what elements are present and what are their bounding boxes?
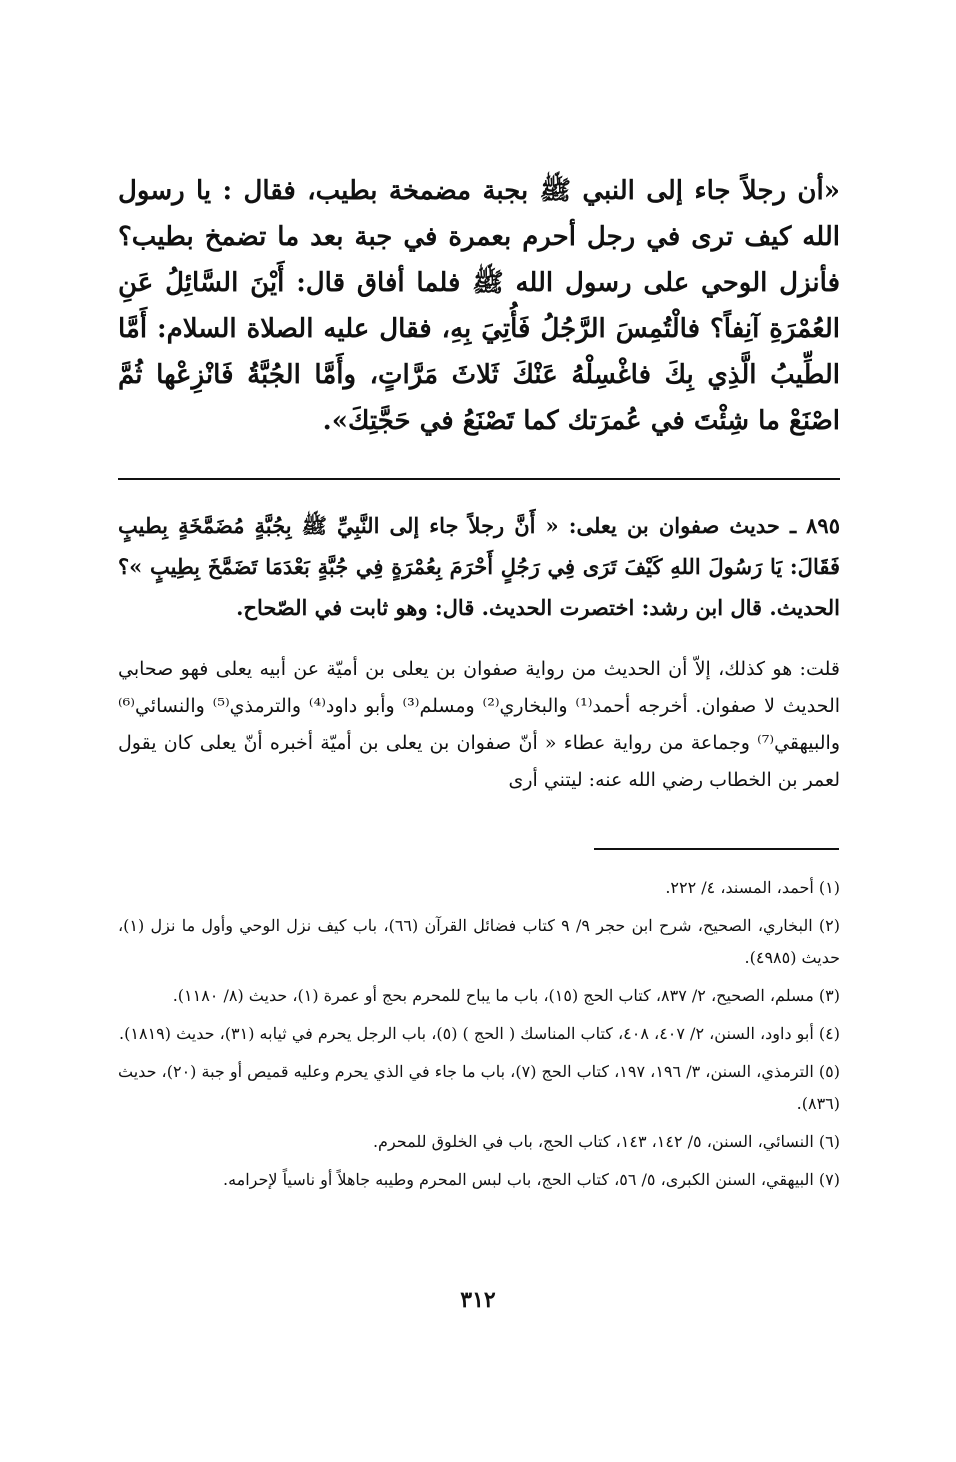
footnote-item: (٦) النسائي، السنن، ٥/ ١٤٢، ١٤٣، كتاب الحج، باب في الخلوق للمحرم. (372, 1132, 840, 1151)
commentary-paragraph: قلت: هو كذلك، إلاّ أن الحديث من رواية صفوان بن يعلى بن أميّة عن أبيه يعلى فهو صحابي الحديث لا صفوان. أخرجه أحمد⁽¹⁾ والبخاري⁽²⁾ ومسلم⁽³⁾ وأبو داود⁽⁴⁾ والترمذي⁽⁵⁾ والنسائي⁽⁶⁾ والبيهقي⁽⁷⁾ وجماعة من رواية عطاء « أنّ صفوان بن يعلى بن أميّة أخبره أنّ يعلى كان يقول لعمر بن الخطاب رضي الله عنه: ليتني أرى (118, 658, 841, 791)
footnotes-list (118, 872, 840, 1202)
hadith-entry-895: ٨٩٥ ـ حديث صفوان بن يعلى: « أَنَّ رجلاً جاء إلى النَّبِيِّ ﷺ بِجُبَّةٍ مُضَمَّخَةٍ بِطيبٍ فَقَالَ: يَا رَسُولَ اللهِ كَيْفَ تَرَى فِي رَجُلٍ أَحْرَمَ بِعُمْرَةٍ فِي جُبَّةٍ بَعْدَمَا تَضَمَّخَ بِطِيبٍ »؟ الحديث. قال ابن رشد: اختصرت الحديث. قال: وهو ثابت في الصّحاح. (118, 513, 840, 620)
page-number: ٣١٢ (460, 1287, 496, 1313)
footnote-item: (٢) البخاري، الصحيح، شرح ابن حجر ٩/ ٩ كتاب فضائل القرآن (٦٦)، باب كيف نزل الوحي وأول ما نزل (١)، حديث (٤٩٨٥). (118, 916, 841, 967)
footnote-divider (594, 848, 839, 850)
section-divider (118, 478, 840, 480)
footnote-item: (٥) الترمذي، السنن، ٣/ ١٩٦، ١٩٧، كتاب الحج (٧)، باب ما جاء في الذي يحرم وعليه قميص أو جبة (٢٠)، حديث (٨٣٦). (118, 1062, 840, 1113)
footnote-item: (٧) البيهقي، السنن الكبرى، ٥/ ٥٦، كتاب الحج، باب لبس المحرم وطيبه جاهلاً أو ناسياً لإحرامه. (223, 1170, 840, 1189)
footnote-item: (٣) مسلم، الصحيح، ٢/ ٨٣٧، كتاب الحج (١٥)، باب ما يباح للمحرم بحج أو عمرة (١)، حديث (٨/ ١١٨٠). (172, 986, 840, 1005)
footnote-item: (١) أحمد، المسند، ٤/ ٢٢٢. (665, 878, 840, 897)
footnote-item: (٤) أبو داود، السنن، ٢/ ٤٠٧، ٤٠٨، كتاب المناسك ( الحج ) (٥)، باب الرجل يحرم في ثيابه (٣١)، حديث (١٨١٩). (119, 1024, 840, 1043)
hadith-quote-block: «أن رجلاً جاء إلى النبي ﷺ بجبة مضمخة بطيب، فقال : يا رسول الله كيف ترى في رجل أحرم بعمرة في جبة بعد ما تضمخ بطيب؟ فأنزل الوحي على رسول الله ﷺ فلما أفاق قال: أَيْنَ السَّائِلُ عَنِ العُمْرَةِ آنِفاً؟ فالْتُمِسَ الرَّجُلُ فَأُتِيَ بِهِ، فقال عليه الصلاة السلام: أَمَّا الطِّيبُ الَّذِي بِكَ فاغْسِلْهُ عَنْكَ ثَلاثَ مَرَّاتٍ، وأَمَّا الجُبَّةُ فَانْزِعْها ثُمَّ اصْنَعْ ما شِئْتَ في عُمرَتك كما تَصْنَعُ في حَجَّتِكَ». (118, 176, 840, 436)
